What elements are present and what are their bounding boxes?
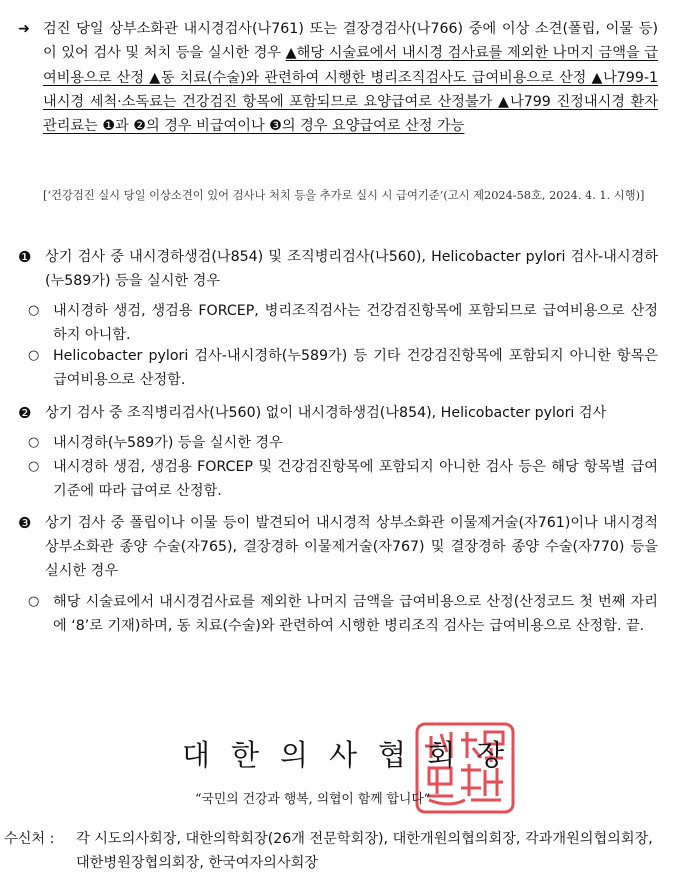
item-2 <box>18 401 658 425</box>
item-1 <box>18 245 658 293</box>
signature-title: 대한의사협회장 <box>182 738 526 772</box>
lead-text <box>18 17 658 138</box>
sub-text: Helicobacter pylori 검사-내시경하(누589가) 등 기타 건강검진항목에 포함되지 아니한 항목은 급여비용으로 산정함. <box>53 348 658 388</box>
item-1-text: 상기 검사 중 내시경하생검(나854) 및 조직병리검사(나560), Helicobacter pylori 검사-내시경하(누589가) 등을 실시한 경우 <box>45 249 658 289</box>
bullet-icon: ○ <box>28 303 40 318</box>
item-3-text: 상기 검사 중 폴립이나 이물 등이 발견되어 내시경적 상부소화관 이물제거술(자761)이나 내시경적 상부소화관 종양 수술(자765), 결장경하 이물제거술(자767) 및 결장경하 종양 수술(자770) 등을 실시한 경우 <box>45 515 658 579</box>
recipients-text: 각 시도의사회장, 대한의학회장(26개 전문학회장), 대한개원의협의회장, 각과개원의협의회장, 대한병원장협의회장, 한국여자의사회장 <box>76 831 653 871</box>
item-2-sub-2 <box>28 455 658 503</box>
bullet-icon: ○ <box>28 459 40 474</box>
bullet-icon: ○ <box>28 348 40 363</box>
bullet-icon: ○ <box>28 435 40 450</box>
number-3-icon: ❸ <box>18 514 32 532</box>
sub-text: 내시경하(누589가) 등을 실시한 경우 <box>53 435 283 451</box>
item-1-sub-2 <box>28 344 658 392</box>
sub-text: 내시경하 생검, 생검용 FORCEP, 병리조직검사는 건강검진항목에 포함되므로 급여비용으로 산정하지 아니함. <box>53 303 658 343</box>
sub-text: 해당 시술료에서 내시경검사료를 제외한 나머지 금액을 급여비용으로 산정(산정코드 첫 번째 자리에 ‘8’로 기재)하며, 동 치료(수술)와 관련하여 시행한 병리조직 검사는 급여비용으로 산정함. 끝. <box>53 594 658 634</box>
number-2-icon: ❷ <box>18 404 32 422</box>
sub-text: 내시경하 생검, 생검용 FORCEP 및 건강검진항목에 포함되지 아니한 검사 등은 해당 항목별 급여기준에 따라 급여로 산정함. <box>53 459 658 499</box>
notice-reference: [‘건강검진 실시 당일 이상소견이 있어 검사나 처치 등을 추가로 실시 시 급여기준’(고시 제2024-58호, 2024. 4. 1. 시행)] <box>43 189 645 202</box>
lead-part1: 검진 당일 상부소화관 내시경검사(나761) 또는 결장경검사(나766) 중에 이상 소견(폴립, 이물 등)이 있어 검사 및 처치 등을 실시한 경우 <box>43 21 658 62</box>
item-2-sub-1 <box>28 431 658 455</box>
bullet-icon: ○ <box>28 594 40 609</box>
slogan: “국민의 건강과 행복, 의협이 함께 합니다” <box>195 792 431 807</box>
arrow-icon: ➜ <box>18 21 30 37</box>
lead-paragraph <box>18 17 658 138</box>
number-1-icon: ❶ <box>18 248 32 266</box>
item-1-sub-1 <box>28 299 658 347</box>
item-3 <box>18 511 658 583</box>
lead-underlined: ▲해당 시술료에서 내시경 검사료를 제외한 나머지 금액을 급여비용으로 산정 ▲동 치료(수술)와 관련하여 시행한 병리조직검사도 급여비용으로 산정 ▲나799-1 내시경 세척·소독료는 건강검진 항목에 포함되므로 요양급여로 산정불가 ▲나799 진정내시경 환자관리료는 ❶과 ❷의 경우 비급여이나 ❸의 경우 요양급여로 산정 가능 <box>43 45 658 135</box>
item-2-text: 상기 검사 중 조직병리검사(나560) 없이 내시경하생검(나854), Helicobacter pylori 검사 <box>45 405 607 421</box>
recipients <box>4 827 664 875</box>
item-3-sub-1 <box>28 590 658 638</box>
recipients-label: 수신처 : <box>4 831 55 847</box>
